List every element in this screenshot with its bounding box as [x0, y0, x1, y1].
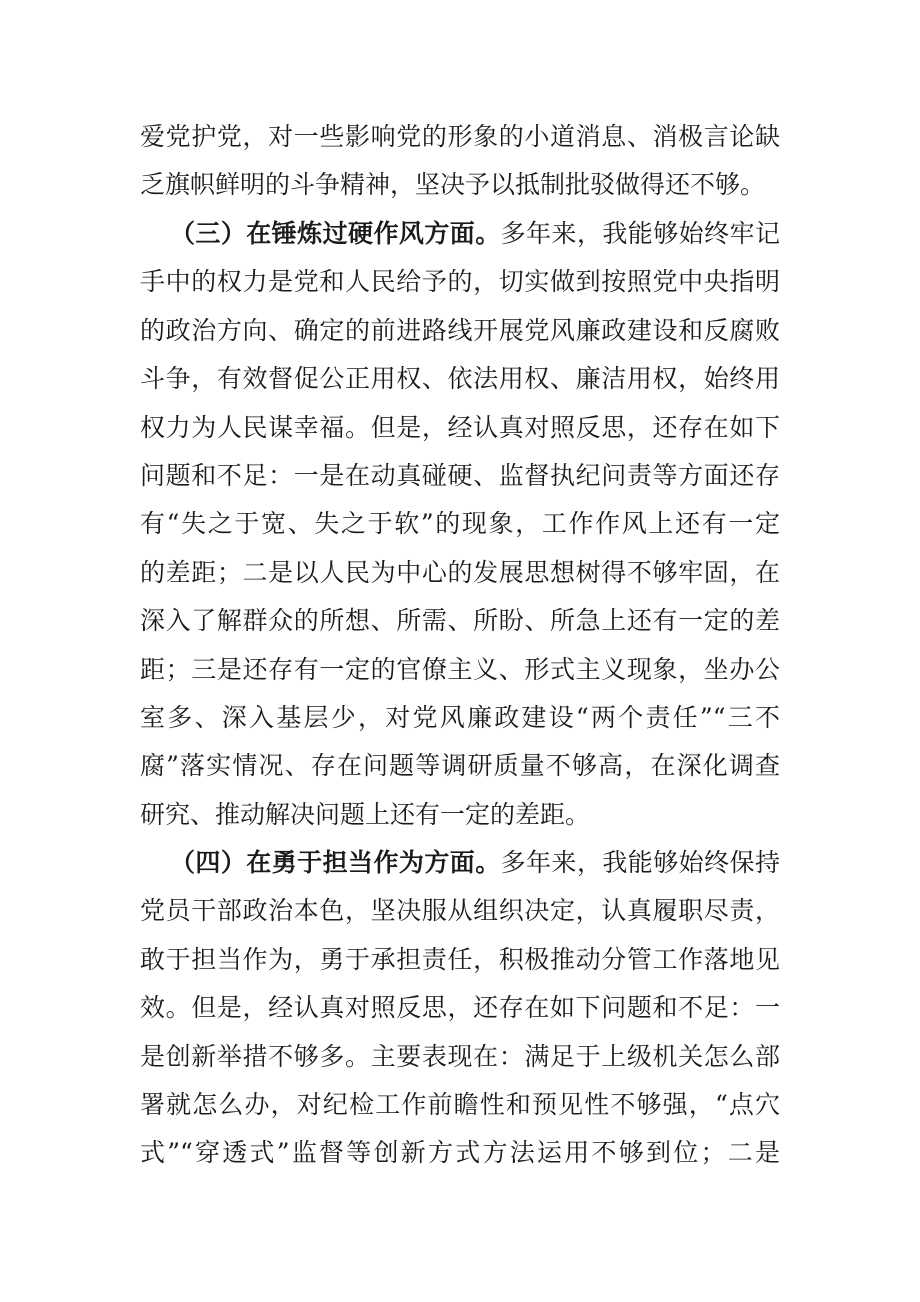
text-line: 党员干部政治本色，坚决服从组织决定，认真履职尽责， — [140, 896, 780, 926]
text-line: 署就怎么办，对纪检工作前瞻性和预见性不够强，“点穴 — [140, 1089, 780, 1119]
text-line: 手中的权力是党和人民给予的，切实做到按照党中央指明 — [140, 267, 780, 297]
text-line: 研究、推动解决问题上还有一定的差距。 — [140, 799, 591, 829]
text-line: 式”“穿透式”监督等创新方式方法运用不够到位；二是 — [140, 1138, 780, 1168]
text-line: 的差距；二是以人民为中心的发展思想树得不够牢固，在 — [140, 557, 780, 587]
continuation-paragraph — [140, 113, 780, 210]
text-line: 是创新举措不够多。主要表现在：满足于上级机关怎么部 — [140, 1041, 780, 1071]
text-line: 深入了解群众的所想、所需、所盼、所急上还有一定的差 — [140, 606, 780, 636]
text-line: 距；三是还存有一定的官僚主义、形式主义现象，坐办公 — [140, 654, 780, 684]
section-4-paragraph — [140, 839, 780, 1178]
section-3-first-line-text: 多年来，我能够始终牢记 — [500, 219, 780, 248]
text-line: 乏旗帜鲜明的斗争精神，坚决予以抵制批驳做得还不够。 — [140, 170, 766, 200]
text-line: 腐”落实情况、存在问题等调研质量不够高，在深化调查 — [140, 751, 780, 781]
section-3-first-line — [140, 210, 780, 258]
text-line: 室多、深入基层少，对党风廉政建设“两个责任”“三不 — [140, 702, 780, 732]
text-line: 敢于担当作为，勇于承担责任，积极推动分管工作落地见 — [140, 944, 780, 974]
text-line: 斗争，有效督促公正用权、依法用权、廉洁用权，始终用 — [140, 364, 780, 394]
text-line: 的政治方向、确定的前进路线开展党风廉政建设和反腐败 — [140, 315, 780, 345]
text-line: 效。但是，经认真对照反思，还存在如下问题和不足：一 — [140, 993, 780, 1023]
text-line: 爱党护党，对一些影响党的形象的小道消息、消极言论缺 — [140, 122, 780, 151]
section-4-first-line-text: 多年来，我能够始终保持 — [500, 848, 780, 877]
section-3-paragraph — [140, 210, 780, 839]
text-line: 有“失之于宽、失之于软”的现象，工作作风上还有一定 — [140, 509, 780, 539]
text-line: 问题和不足：一是在动真碰硬、监督执纪问责等方面还存 — [140, 460, 780, 490]
text-line: 权力为人民谋幸福。但是，经认真对照反思，还存在如下 — [140, 412, 780, 442]
section-4-heading: （四）在勇于担当作为方面。 — [170, 848, 501, 877]
section-3-heading: （三）在锤炼过硬作风方面。 — [170, 219, 501, 248]
section-4-first-line — [140, 839, 780, 887]
